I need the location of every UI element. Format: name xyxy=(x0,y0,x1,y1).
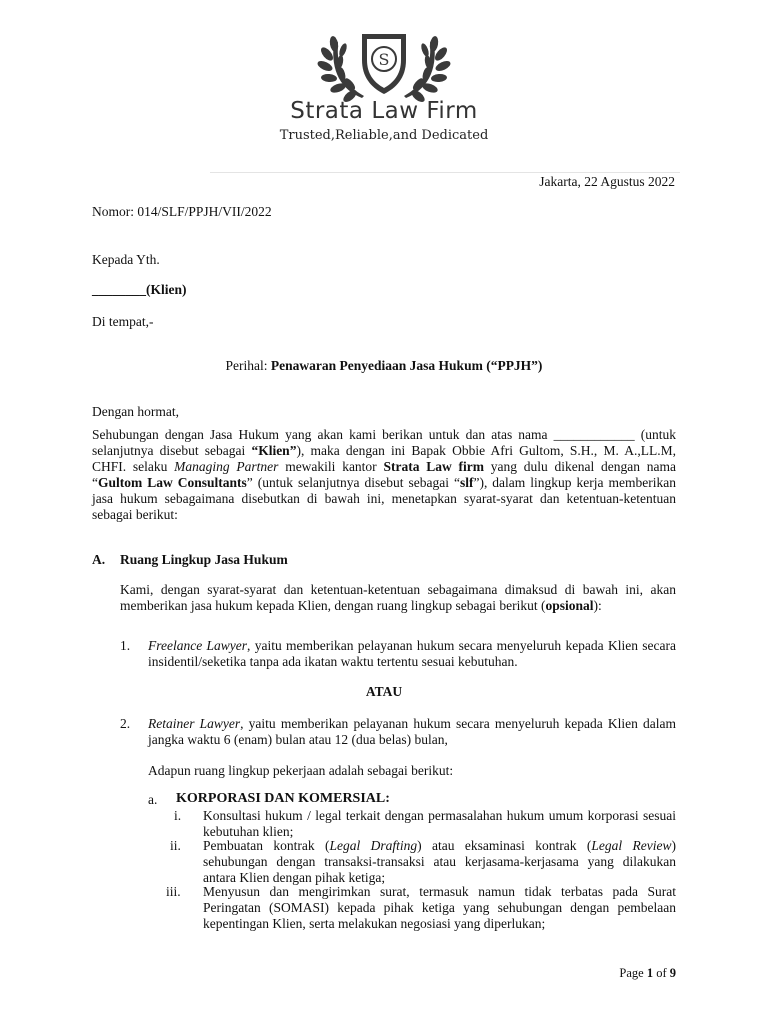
klien-term: “Klien” xyxy=(251,443,297,458)
firm-logo xyxy=(312,26,456,106)
client-label: (Klien) xyxy=(146,282,187,297)
intro-paragraph xyxy=(92,427,676,523)
recipient-place: Di tempat,- xyxy=(92,314,154,329)
subject-label: Perihal: xyxy=(225,358,271,373)
roman-iii-text: Menyusun dan mengirimkan surat, termasuk namun tidak terbatas pada Surat Peringatan (SOMASI) kepada pihak ketiga yang sehubungan dengan pembelaan kepentingan Klien, serta melakukan negosiasi yang diperlukan; xyxy=(203,884,676,931)
section-a-text-2: ): xyxy=(593,598,602,613)
item-1-desc: , yaitu memberikan pelayanan hukum secara menyeluruh kepada Klien secara insidentil/seketika tanpa ada ikatan waktu tertentu sesuai kebutuhan. xyxy=(148,638,676,669)
intro-text-2: ), maka dengan ini Bapak Obbie Afri Gultom, S.H., M. A.,LL.M, CHFI. selaku xyxy=(92,443,676,474)
firm-name: Strata Law Firm xyxy=(290,98,478,124)
subject-text: Penawaran Penyediaan Jasa Hukum (“PPJH”) xyxy=(270,358,543,373)
page-indicator xyxy=(619,965,676,981)
roman-i-number: i. xyxy=(174,808,182,823)
sub-a-title: KORPORASI DAN KOMERSIAL: xyxy=(176,791,390,806)
glc-term: Gultom Law Consultants xyxy=(98,475,247,490)
item-2-text xyxy=(148,716,676,748)
roman-ii-part-3: ) sehubungan dengan transaksi-transaksi atau kerjasama-kerjasama yang dilakukan antara Klien dengan pihak ketiga; xyxy=(203,838,676,885)
roman-i-text: Konsultasi hukum / legal terkait dengan permasalahan hukum umum korporasi sesuai kebutuhan klien; xyxy=(203,808,676,839)
section-a-paragraph xyxy=(120,582,676,614)
recipient-client xyxy=(92,282,187,298)
place-date: Jakarta, 22 Agustus 2022 xyxy=(539,174,675,189)
subject-line xyxy=(0,358,768,374)
item-2-term: Retainer Lawyer xyxy=(148,716,241,731)
sub-a-number: a. xyxy=(148,792,158,807)
roman-ii-number: ii. xyxy=(170,838,181,853)
item-1-term: Freelance Lawyer xyxy=(148,638,248,653)
item-1-text xyxy=(148,638,676,670)
page-total: 9 xyxy=(669,966,676,980)
recipient-greeting: Kepada Yth. xyxy=(92,252,160,267)
item-2-number: 2. xyxy=(120,716,131,731)
intro-text-5: ” (untuk selanjutnya disebut sebagai “ xyxy=(246,475,460,490)
header-divider xyxy=(210,172,680,173)
atau-separator: ATAU xyxy=(365,684,403,699)
page-label: Page xyxy=(619,966,647,980)
intro-text-1: Sehubungan dengan Jasa Hukum yang akan kami berikan untuk dan atas nama ____________ (untuk selanjutnya disebut sebagai xyxy=(92,427,676,458)
opening-salutation: Dengan hormat, xyxy=(92,404,179,419)
scope-intro: Adapun ruang lingkup pekerjaan adalah sebagai berikut: xyxy=(148,763,454,778)
intro-text-4: yang dulu dikenal dengan nama “ xyxy=(92,459,676,490)
section-a-text-1: Kami, dengan syarat-syarat dan ketentuan-ketentuan sebagaimana dimaksud di bawah ini, akan memberikan jasa hukum kepada Klien, dengan ruang lingkup sebagai berikut ( xyxy=(120,582,676,613)
roman-ii-part-2: ) atau eksaminasi kontrak ( xyxy=(417,838,592,853)
page-number: 1 xyxy=(646,966,654,980)
slf-term: slf xyxy=(459,475,474,490)
legal-drafting-term: Legal Drafting xyxy=(329,838,418,853)
roman-iii-number: iii. xyxy=(166,884,181,899)
item-2-desc: , yaitu memberikan pelayanan hukum secara menyeluruh kepada Klien dalam jangka waktu 6 (enam) bulan atau 12 (dua belas) bulan, xyxy=(148,716,676,747)
section-a-number: A. xyxy=(92,552,106,567)
client-blank: ________ xyxy=(92,282,146,297)
roman-ii-part-1: Pembuatan kontrak ( xyxy=(203,838,330,853)
section-a-title: Ruang Lingkup Jasa Hukum xyxy=(120,552,288,567)
firm-tagline: Trusted,Reliable,and Dedicated xyxy=(279,128,489,143)
letter-number: Nomor: 014/SLF/PPJH/VII/2022 xyxy=(92,204,272,219)
logo-letter: S xyxy=(378,50,390,69)
legal-review-term: Legal Review xyxy=(591,838,672,853)
item-1-number: 1. xyxy=(120,638,131,653)
opsional-term: opsional xyxy=(545,598,594,613)
roman-ii-text xyxy=(203,838,676,886)
intro-text-3: mewakili kantor xyxy=(278,459,384,474)
page-of: of xyxy=(653,966,670,980)
intro-text-6: ”), dalam lingkup kerja memberikan jasa hukum sebagaimana disebutkan di bawah ini, menetapkan syarat-syarat dan ketentuan-ketentuan sebagai berikut: xyxy=(92,475,676,522)
firm-term: Strata Law firm xyxy=(383,459,484,474)
managing-partner-term: Managing Partner xyxy=(174,459,279,474)
